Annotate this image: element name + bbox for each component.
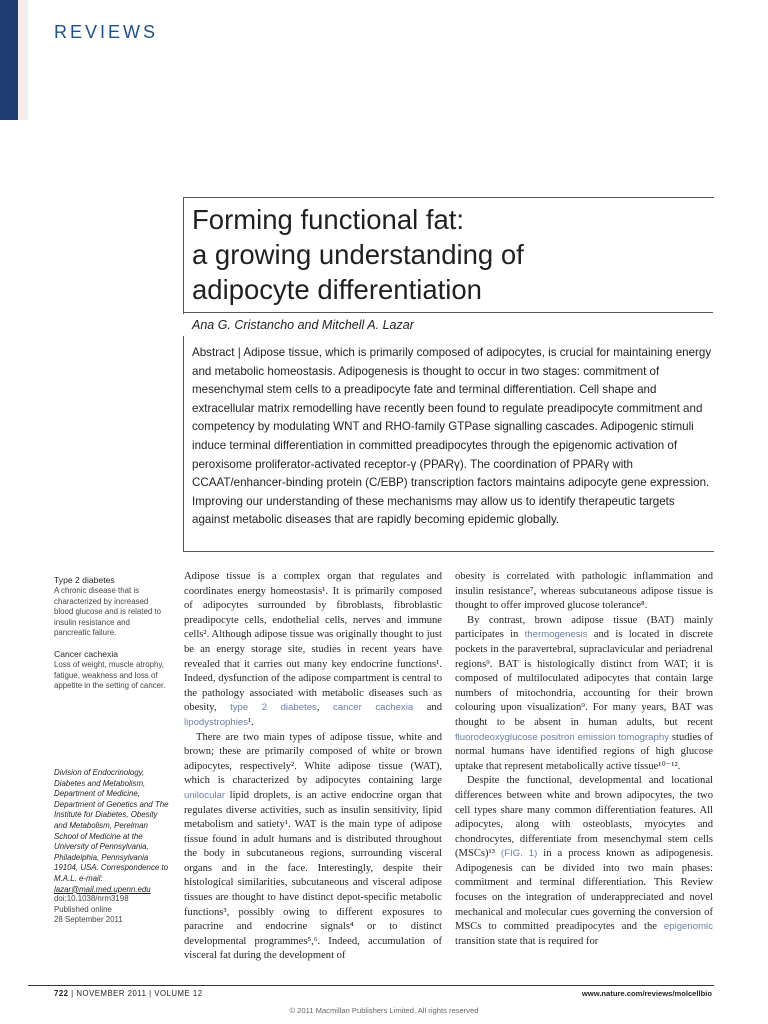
body-text: By contrast, brown adipose tissue (BAT) mainly participates in: [455, 614, 713, 641]
article-authors: Ana G. Cristancho and Mitchell A. Lazar: [192, 318, 414, 332]
journal-url[interactable]: www.nature.com/reviews/molcellbio: [581, 989, 712, 998]
footer-issue: [54, 989, 203, 998]
author-affiliation: [54, 768, 169, 895]
title-line-3: adipocyte differentiation: [192, 274, 482, 305]
footer-rule: [28, 985, 714, 986]
body-text: ,: [316, 702, 334, 714]
body-text: lipid droplets, is an active endocrine organ that regulates diverse activities, such as insulin sensitivity, lipid metabolism and satiety¹. WAT is the main type of adipose tissue found in adult humans and is distributed throughout the body in subcutaneous regions, surrounding visceral organs and in the face. Interestingly, despite their histological similarities, subcutaneous and visceral adipose tissues are thought to have distinct depot-specific metabolic functions³, possibly owing to different exposures to paracrine and endocrine signals⁴ or to distinct developmental programmes⁵,⁶. Indeed, accumulation of visceral fat during the development of: [184, 789, 442, 962]
body-text: and: [413, 702, 443, 714]
body-text: There are two main types of adipose tissue, white and brown; these are primarily composed of white or brown adipocytes, respectively². White adipose tissue (WAT), which is characterized by adipocytes containing large: [184, 731, 442, 787]
body-column-1: [184, 570, 442, 964]
glossary-term: Cancer cachexia: [54, 648, 119, 659]
glossary-sidebar: [54, 575, 166, 702]
correspondence-email-link[interactable]: lazar@mail.med.upenn.edu: [54, 884, 151, 894]
glossary-term: Type 2 diabetes: [54, 575, 115, 585]
figure-1-link[interactable]: (FIG. 1): [500, 848, 538, 860]
body-text: in a process known as adipogenesis. Adipogenesis can be divided into two main phases: commitment and terminal differentiation. This Review focuses on the integration of underappreciated and novel mechanical and molecular cues governing the conversion of MSCs to committed preadipocytes and the: [455, 848, 713, 933]
published-label: Published online: [54, 904, 112, 914]
body-text: Despite the functional, developmental and locational differences between white and brown adipocytes, the two cell types share many common differentiation features. All adipocytes, along with osteoblasts, myocytes and chondrocytes, differentiate from mesenchymal stem cells (MSCs)¹³: [455, 775, 713, 860]
title-rule: [183, 312, 713, 313]
glossary-link-fdg-pet[interactable]: fluorodeoxyglucose positron emission tomography: [455, 731, 669, 743]
body-paragraph: [455, 614, 713, 775]
published-date: 28 September 2011: [54, 915, 123, 925]
body-paragraph: obesity is correlated with pathologic inflammation and insulin resistance⁷, whereas subcutaneous adipose tissue is thought to offer improved glucose tolerance⁸.: [455, 571, 713, 612]
glossary-link-lipodystrophies[interactable]: lipodystrophies: [184, 716, 248, 728]
journal-color-bar: [0, 0, 18, 120]
body-paragraph: [455, 774, 713, 949]
glossary-link-thermogenesis[interactable]: thermogenesis: [524, 629, 588, 641]
glossary-link-cancer-cachexia[interactable]: cancer cachexia: [333, 702, 414, 714]
page-number: 722: [54, 989, 69, 998]
body-paragraph: [184, 731, 442, 965]
glossary-link-epigenomic[interactable]: epigenomic: [663, 921, 713, 933]
journal-color-bar-accent: [18, 0, 28, 120]
body-text: ¹.: [248, 716, 254, 728]
body-paragraph: [184, 570, 442, 731]
title-line-1: Forming functional fat:: [192, 204, 465, 235]
doi: doi:10.1038/nrm3198: [54, 894, 129, 903]
glossary-link-unilocular[interactable]: unilocular: [184, 789, 226, 801]
article-abstract: Abstract | Adipose tissue, which is primarily composed of adipocytes, is crucial for maintaining energy and metabolic homeostasis. Adipogenesis is thought to occur in two stages: commitment of mesenchymal stem cells to a preadipocyte fate and terminal differentiation. Cell shape and extracellular matrix remodelling have recently been found to regulate preadipocyte commitment and competency by modulating WNT and RHO-family GTPase signalling cascades. Adipogenic stimuli induce terminal differentiation in committed preadipocytes through the epigenomic activation of peroxisome proliferator-activated receptor-γ (PPARγ). The coordination of PPARγ with CCAAT/enhancer-binding protein (C/EBP) transcription factors maintains adipocyte gene expression. Improving our understanding of these mechanisms may allow us to identify therapeutic targets against metabolic diseases that are rapidly becoming epidemic globally.: [192, 346, 712, 527]
title-line-2: a growing understanding of: [192, 239, 524, 270]
copyright-notice: © 2011 Macmillan Publishers Limited. All rights reserved: [289, 1006, 479, 1015]
glossary-definition: A chronic disease that is characterized by increased blood glucose and is related to insulin resistance and pancreatic failure.: [54, 586, 162, 638]
glossary-link-type-2-diabetes[interactable]: type 2 diabetes: [230, 702, 317, 714]
body-text: Adipose tissue is a complex organ that regulates and coordinates energy homeostasis¹. It is primarily composed of adipocytes surrounded by fibroblasts, fibroblastic preadipocyte cells, endothelial cells, nerves and immune cells². Although adipose tissue was originally thought to just be an energy storage site, studies in recent years have revealed that it carries out many key endocrine functions¹. Indeed, dysfunction of the adipose compartment is central to the pathology associated with metabolic diseases such as obesity,: [184, 571, 442, 714]
article-title: [192, 202, 712, 307]
body-text: and is located in discrete pockets in the paravertebral, supraclavicular and periadrenal regions⁹. BAT is histologically distinct from WAT; it is composed of multiloculated adipocytes that contain large numbers of mitochondria, accounting for their brown colouring upon visualization⁹. For many years, BAT was thought to be absent in human adults, but recent: [455, 629, 713, 728]
body-text: transition state that is required for: [455, 935, 599, 947]
issue-info: | NOVEMBER 2011 | VOLUME 12: [68, 989, 203, 998]
article-meta: [54, 894, 169, 926]
body-column-2: [455, 570, 713, 949]
affiliation-text: Division of Endocrinology, Diabetes and Metabolism, Department of Medicine, Department of Genetics and The Institute for Diabetes, Obesity and Metabolism, Perelman School of Medicine at the University of Pennsylvania, Philadelphia, Pennsylvania 19104, USA. Correspondence to M.A.L. e-mail:: [54, 768, 169, 883]
body-text: studies of normal humans have identified regions of high glucose uptake that represent metabolically active tissue¹⁰⁻¹².: [455, 731, 713, 772]
glossary-definition: Loss of weight, muscle atrophy, fatigue, weakness and loss of appetite in the setting of cancer.: [54, 659, 166, 691]
section-label: REVIEWS: [54, 22, 159, 42]
